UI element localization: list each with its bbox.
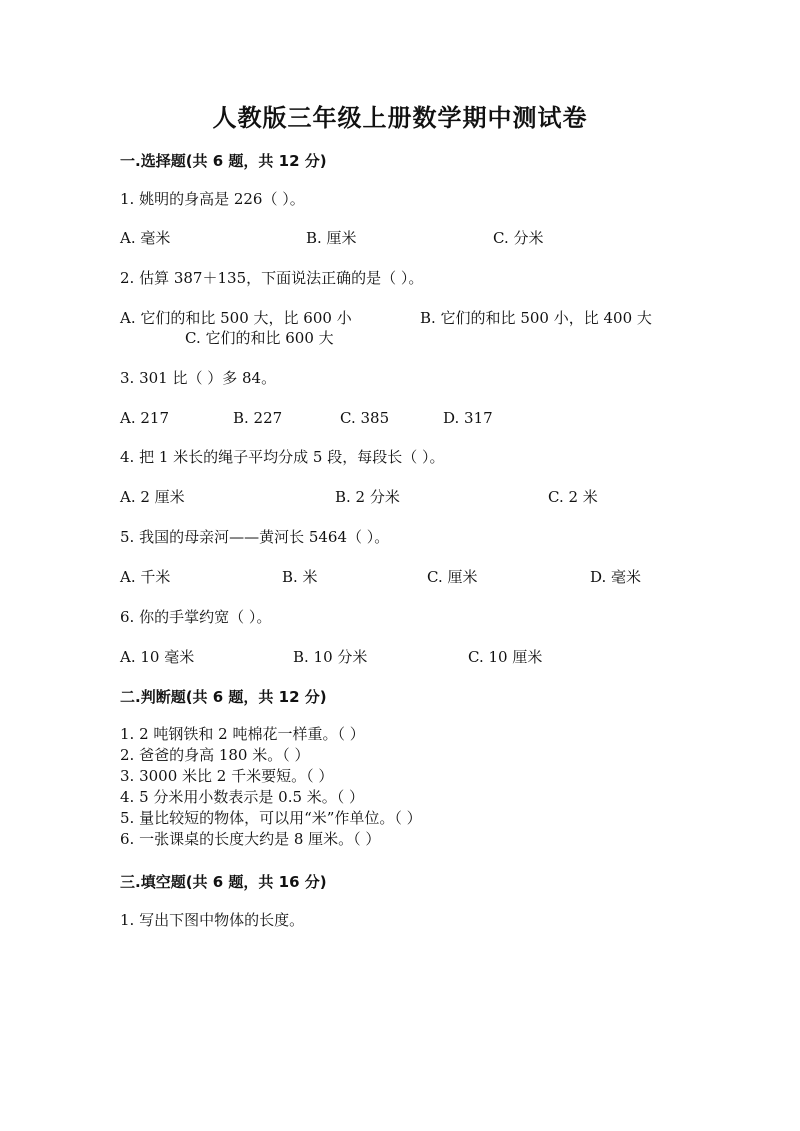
choice-3-option-c: C. 385: [340, 409, 390, 427]
choice-5-option-b: B. 米: [282, 568, 318, 586]
choice-4-option-a: A. 2 厘米: [120, 488, 185, 506]
choice-question-1: 1. 姚明的身高是 226（ ）。: [120, 190, 305, 208]
judge-item-1: 1. 2 吨钢铁和 2 吨棉花一样重。（ ）: [120, 725, 365, 743]
section-heading-choice: 一.选择题(共 6 题，共 12 分): [120, 152, 327, 170]
choice-2-option-c: C. 它们的和比 600 大: [185, 329, 334, 347]
judge-item-4: 4. 5 分米用小数表示是 0.5 米。（ ）: [120, 788, 365, 806]
choice-question-4: 4. 把 1 米长的绳子平均分成 5 段，每段长（ ）。: [120, 448, 445, 466]
choice-3-option-d: D. 317: [443, 409, 493, 427]
choice-5-option-c: C. 厘米: [427, 568, 478, 586]
choice-5-option-d: D. 毫米: [590, 568, 642, 586]
choice-6-option-c: C. 10 厘米: [468, 648, 543, 666]
judge-item-5: 5. 量比较短的物体，可以用“米”作单位。（ ）: [120, 809, 422, 827]
choice-1-option-b: B. 厘米: [306, 229, 357, 247]
page-title: 人教版三年级上册数学期中测试卷: [212, 103, 588, 132]
choice-2-option-a: A. 它们的和比 500 大，比 600 小: [120, 309, 352, 327]
choice-question-6: 6. 你的手掌约宽（ ）。: [120, 608, 272, 626]
section-heading-fill: 三.填空题(共 6 题，共 16 分): [120, 873, 327, 891]
choice-1-option-a: A. 毫米: [120, 229, 171, 247]
choice-3-option-a: A. 217: [120, 409, 169, 427]
choice-question-3: 3. 301 比（ ）多 84。: [120, 369, 277, 387]
judge-item-2: 2. 爸爸的身高 180 米。（ ）: [120, 746, 310, 764]
choice-question-5: 5. 我国的母亲河——黄河长 5464（ ）。: [120, 528, 390, 546]
choice-1-option-c: C. 分米: [493, 229, 544, 247]
choice-4-option-c: C. 2 米: [548, 488, 598, 506]
choice-question-2: 2. 估算 387＋135，下面说法正确的是（ ）。: [120, 269, 424, 287]
fill-question-1: 1. 写出下图中物体的长度。: [120, 911, 305, 929]
choice-5-option-a: A. 千米: [120, 568, 171, 586]
judge-item-3: 3. 3000 米比 2 千米要短。（ ）: [120, 767, 334, 785]
choice-3-option-b: B. 227: [233, 409, 283, 427]
choice-4-option-b: B. 2 分米: [335, 488, 400, 506]
choice-2-option-b: B. 它们的和比 500 小，比 400 大: [420, 309, 652, 327]
choice-6-option-a: A. 10 毫米: [120, 648, 195, 666]
judge-item-6: 6. 一张课桌的长度大约是 8 厘米。（ ）: [120, 830, 381, 848]
choice-6-option-b: B. 10 分米: [293, 648, 368, 666]
section-heading-judge: 二.判断题(共 6 题，共 12 分): [120, 688, 327, 706]
